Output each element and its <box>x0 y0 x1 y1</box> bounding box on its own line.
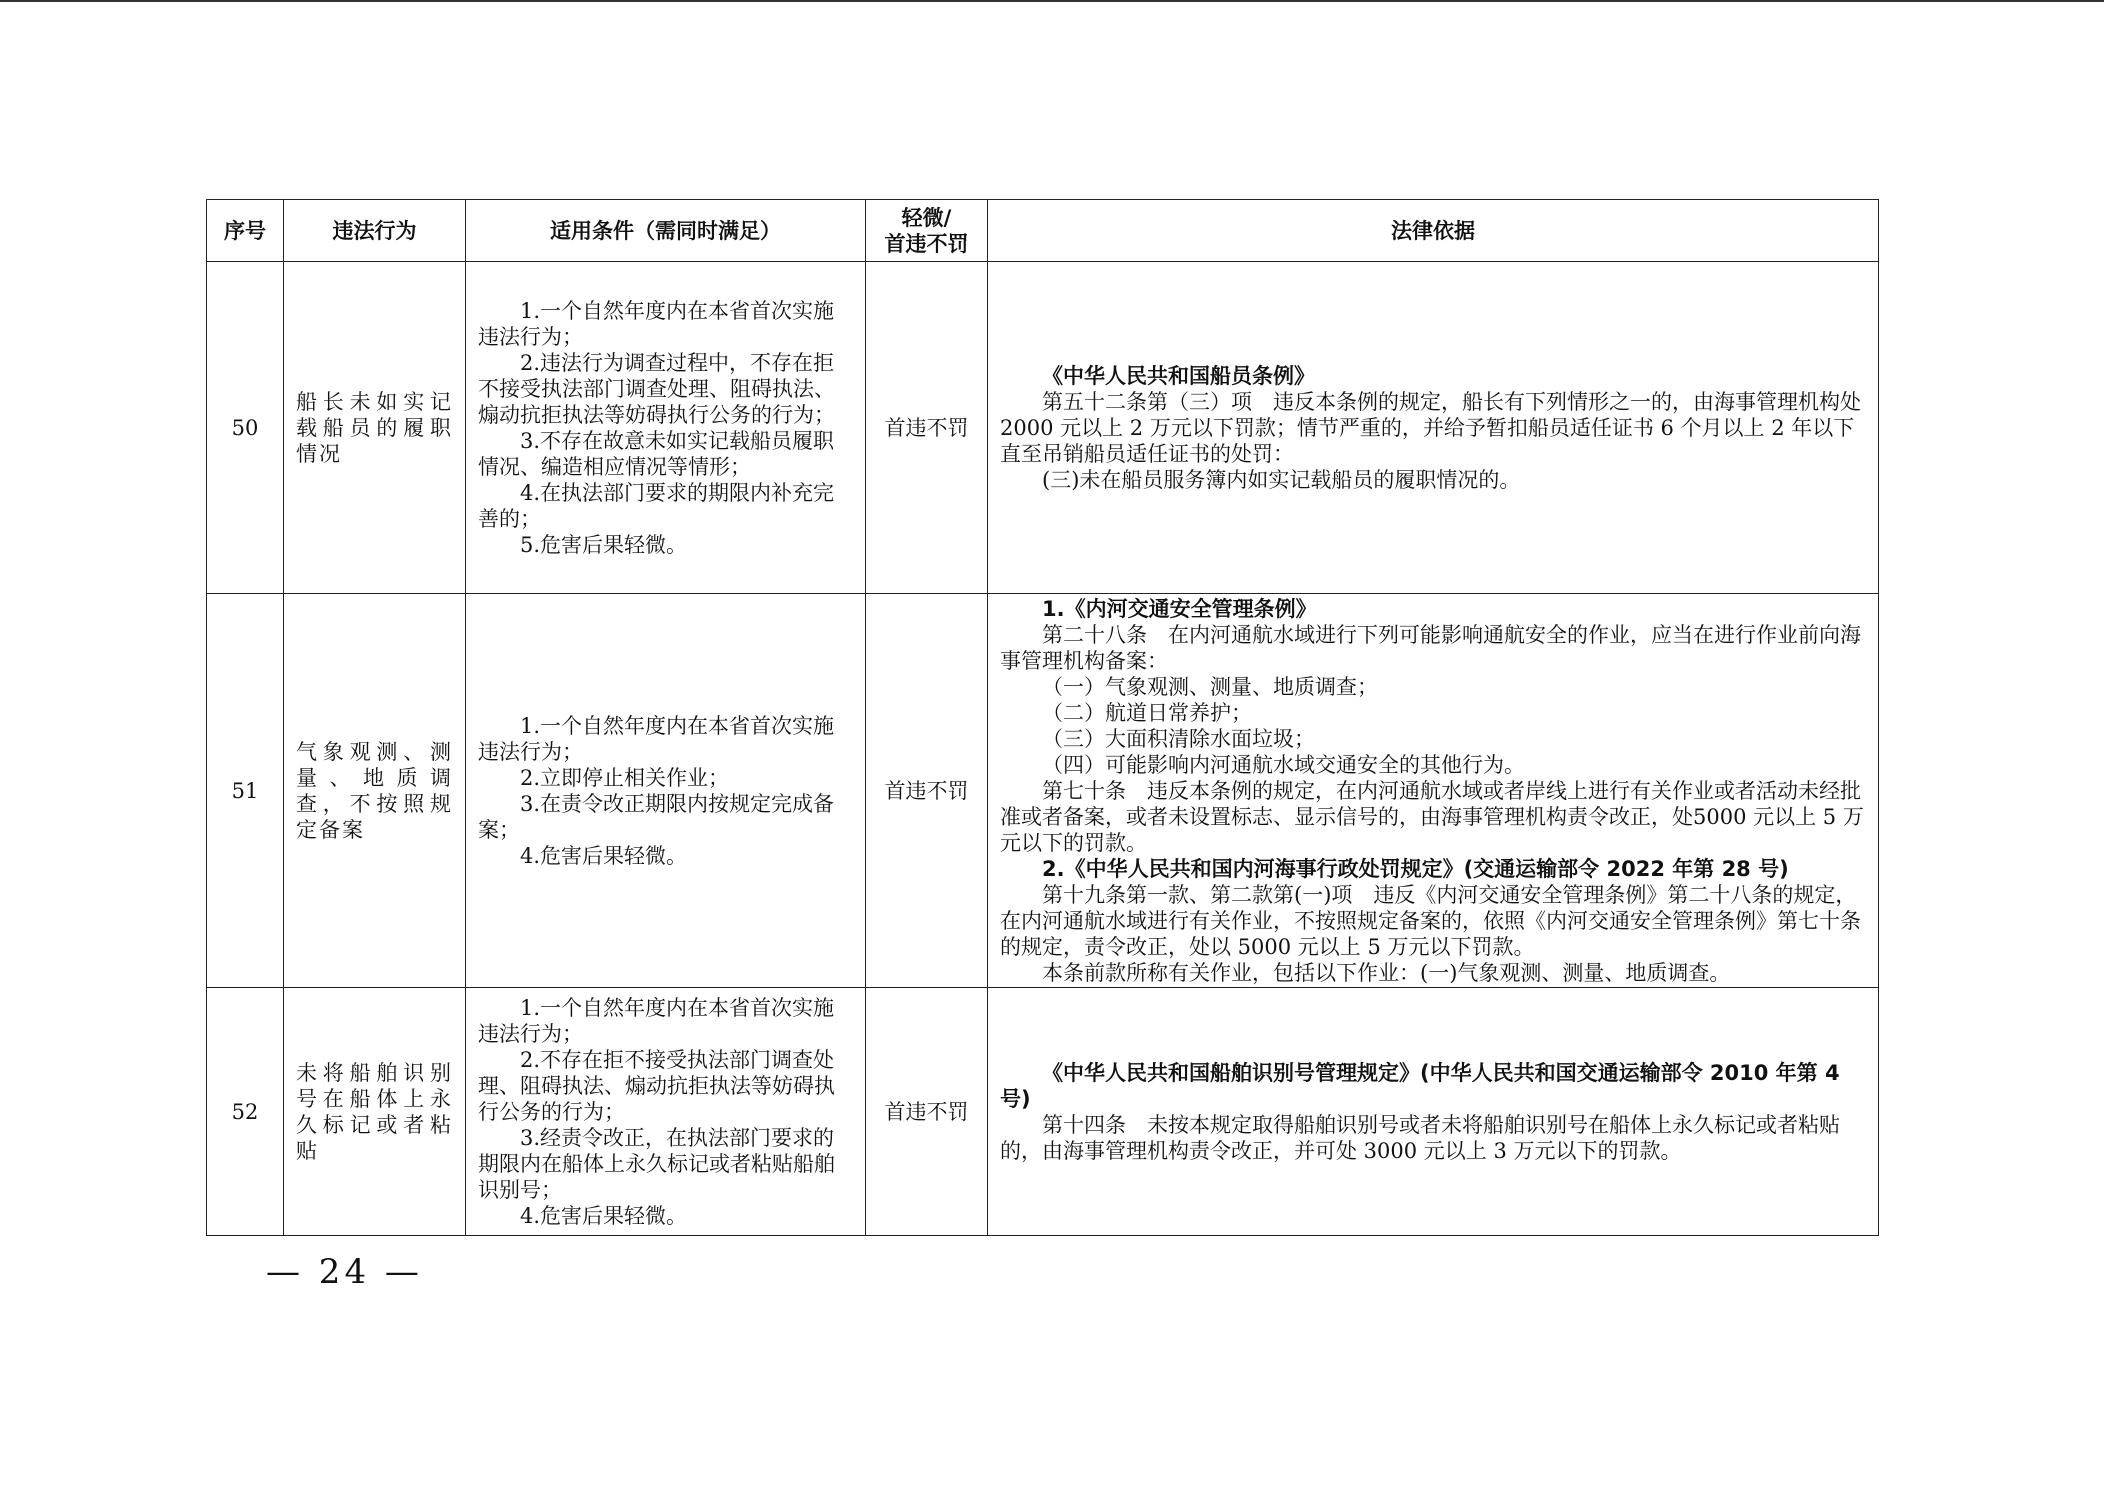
law-paragraph: 本条前款所称有关作业，包括以下作业：(一)气象观测、测量、地质调查。 <box>1042 960 1731 985</box>
law-list-item: （四）可能影响内河通航水域交通安全的其他行为。 <box>1042 752 1525 777</box>
table-row <box>207 988 1879 1236</box>
condition-item: 3.在责令改正期限内按规定完成备案； <box>478 791 835 842</box>
law-paragraph: 第五十二条第（三）项 违反本条例的规定，船长有下列情形之一的，由海事管理机构处 2000 元以上 2 万元以下罚款；情节严重的，并给予暂扣船员适任证书 6 个月以上 2 年以下直至吊销船员适任证书的处罚： <box>1000 389 1861 466</box>
conditions-cell <box>466 988 866 1236</box>
law-paragraph: (三)未在船员服务簿内如实记载船员的履职情况的。 <box>1042 467 1521 492</box>
law-paragraph: 第十四条 未按本规定取得船舶识别号或者未将船舶识别号在船体上永久标记或者粘贴的，由海事管理机构责令改正，并可处 3000 元以上 3 万元以下的罚款。 <box>1000 1112 1840 1163</box>
header-type-line2: 首违不罚 <box>884 231 969 256</box>
law-list-item: （二）航道日常养护； <box>1042 700 1252 725</box>
condition-item: 1.一个自然年度内在本省首次实施违法行为； <box>478 298 835 349</box>
violation-act: 船长未如实记载船员的履职情况 <box>284 262 466 594</box>
violation-act: 未将船舶识别号在船体上永久标记或者粘贴 <box>284 988 466 1236</box>
law-paragraph: 第七十条 违反本条例的规定，在内河通航水域或者岸线上进行有关作业或者活动未经批准或者备案，或者未设置标志、显示信号的，由海事管理机构责令改正，处5000 元以上 5 万元以下的罚款。 <box>1000 778 1864 855</box>
penalty-type: 首违不罚 <box>866 988 988 1236</box>
condition-item: 1.一个自然年度内在本省首次实施违法行为； <box>478 713 835 764</box>
header-basis: 法律依据 <box>988 200 1879 262</box>
condition-item: 1.一个自然年度内在本省首次实施违法行为； <box>478 995 835 1046</box>
condition-item: 4.在执法部门要求的期限内补充完善的； <box>478 480 835 531</box>
conditions-cell <box>466 594 866 988</box>
header-no: 序号 <box>207 200 284 262</box>
law-title: 1.《内河交通安全管理条例》 <box>1042 596 1317 621</box>
page-number: — 24 — <box>266 1252 423 1292</box>
condition-item: 3.经责令改正，在执法部门要求的期限内在船体上永久标记或者粘贴船舶识别号； <box>478 1125 835 1202</box>
condition-item: 2.不存在拒不接受执法部门调查处理、阻碍执法、煽动抗拒执法等妨碍执行公务的行为； <box>478 1047 835 1124</box>
condition-item: 5.危害后果轻微。 <box>520 532 688 557</box>
header-type-line1: 轻微/ <box>901 205 952 230</box>
violation-act: 气象观测、测量、地质调查，不按照规定备案 <box>284 594 466 988</box>
penalty-rules-table <box>206 199 1879 1236</box>
row-number: 50 <box>207 262 284 594</box>
legal-basis-cell <box>988 988 1879 1236</box>
condition-item: 4.危害后果轻微。 <box>520 843 688 868</box>
header-type <box>866 200 988 262</box>
header-act: 违法行为 <box>284 200 466 262</box>
penalty-type: 首违不罚 <box>866 262 988 594</box>
header-conditions: 适用条件（需同时满足） <box>466 200 866 262</box>
legal-basis-cell <box>988 262 1879 594</box>
table-row <box>207 594 1879 988</box>
conditions-cell <box>466 262 866 594</box>
law-paragraph: 第二十八条 在内河通航水域进行下列可能影响通航安全的作业，应当在进行作业前向海事管理机构备案： <box>1000 622 1861 673</box>
law-list-item: （一）气象观测、测量、地质调查； <box>1042 674 1378 699</box>
legal-basis-cell <box>988 594 1879 988</box>
condition-item: 2.违法行为调查过程中，不存在拒不接受执法部门调查处理、阻碍执法、煽动抗拒执法等妨碍执行公务的行为； <box>478 350 835 427</box>
row-number: 51 <box>207 594 284 988</box>
table-row <box>207 262 1879 594</box>
law-title: 2.《中华人民共和国内河海事行政处罚规定》(交通运输部令 2022 年第 28 号) <box>1042 856 1789 881</box>
page-top-border <box>0 0 2104 2</box>
penalty-type: 首违不罚 <box>866 594 988 988</box>
law-list-item: （三）大面积清除水面垃圾； <box>1042 726 1315 751</box>
condition-item: 2.立即停止相关作业； <box>520 765 730 790</box>
condition-item: 4.危害后果轻微。 <box>520 1203 688 1228</box>
row-number: 52 <box>207 988 284 1236</box>
law-title: 《中华人民共和国船员条例》 <box>1042 363 1315 388</box>
law-paragraph: 第十九条第一款、第二款第(一)项 违反《内河交通安全管理条例》第二十八条的规定，在内河通航水域进行有关作业，不按照规定备案的，依照《内河交通安全管理条例》第七十条的规定，责令改正，处以 5000 元以上 5 万元以下罚款。 <box>1000 882 1861 959</box>
table-header-row <box>207 200 1879 262</box>
law-title: 《中华人民共和国船舶识别号管理规定》(中华人民共和国交通运输部令 2010 年第 4 号) <box>1000 1060 1840 1111</box>
condition-item: 3.不存在故意未如实记载船员履职情况、编造相应情况等情形； <box>478 428 835 479</box>
